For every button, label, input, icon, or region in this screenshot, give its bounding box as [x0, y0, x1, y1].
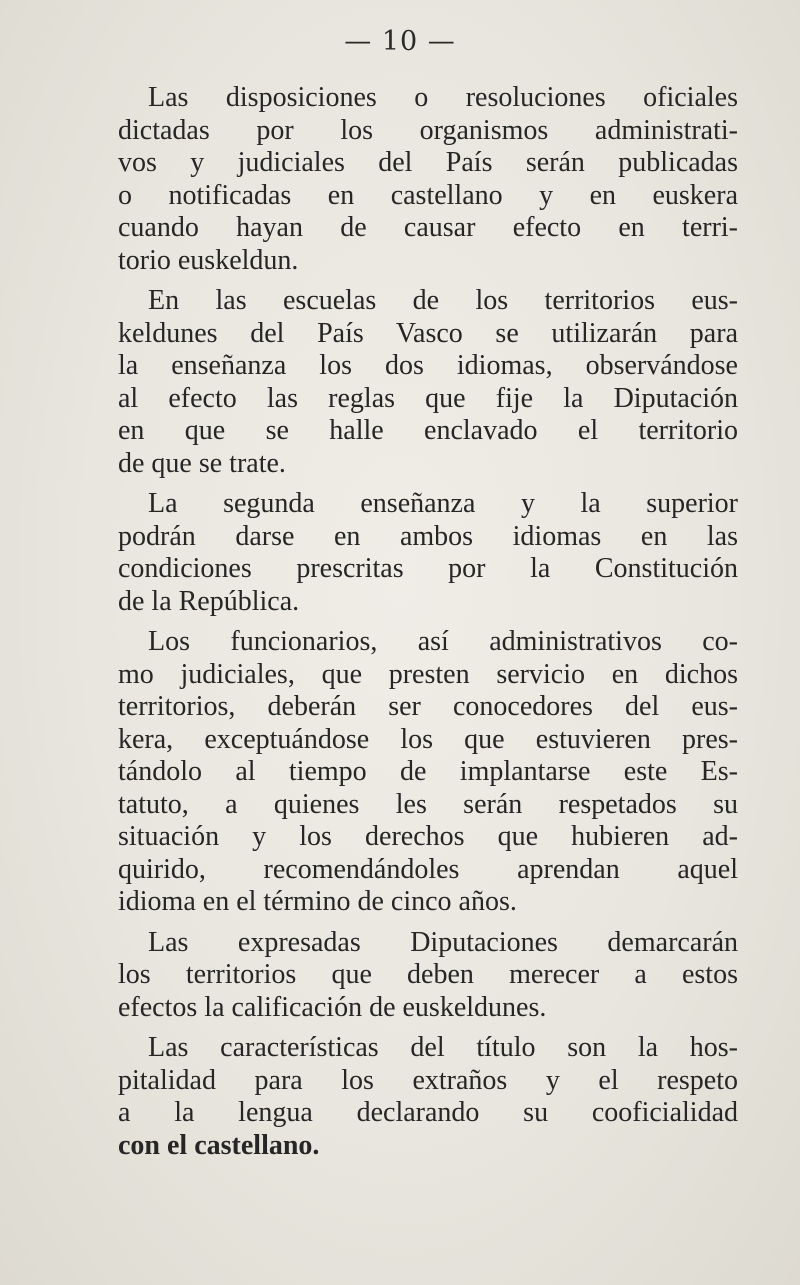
text-line: dictadas por los organismos administrati-	[118, 114, 738, 146]
text-line: En las escuelas de los territorios eus-	[148, 285, 738, 316]
text-line: mo judiciales, que presten servicio en dichos	[118, 658, 738, 690]
paragraph-2	[118, 285, 738, 480]
text-line: de que se trate.	[118, 447, 286, 479]
body-text	[118, 82, 738, 1170]
text-line: podrán darse en ambos idiomas en las	[118, 520, 738, 552]
text-line: los territorios que deben merecer a estos	[118, 959, 738, 990]
paragraph-6	[118, 1032, 738, 1162]
text-line: tándolo al tiempo de implantarse este Es-	[118, 756, 738, 787]
text-line: en que se halle enclavado el territorio	[118, 415, 738, 446]
text-line: torio euskeldun.	[118, 244, 299, 276]
text-line: la enseñanza los dos idiomas, observándose	[118, 350, 738, 381]
text-line: condiciones prescritas por la Constitución	[118, 553, 738, 584]
text-line: a la lengua declarando su cooficialidad	[118, 1097, 738, 1128]
text-line: o notificadas en castellano y en euskera	[118, 179, 738, 211]
paragraph-5	[118, 927, 738, 1025]
text-line: con el castellano.	[118, 1129, 320, 1161]
text-line: pitalidad para los extraños y el respeto	[118, 1064, 738, 1096]
text-line: Los funcionarios, así administrativos co-	[148, 626, 738, 657]
text-line: idioma en el término de cinco años.	[118, 886, 517, 917]
text-line: situación y los derechos que hubieren ad-	[118, 821, 738, 852]
page-number: — 10 —	[344, 26, 456, 57]
text-line: keldunes del País Vasco se utilizarán para	[118, 317, 738, 349]
text-line: Las expresadas Diputaciones demarcarán	[148, 926, 738, 958]
text-line: al efecto las reglas que fije la Diputación	[118, 382, 738, 414]
paragraph-3	[118, 488, 738, 618]
text-line: territorios, deberán ser conocedores del eus-	[118, 691, 738, 722]
text-line: La segunda enseñanza y la superior	[148, 488, 738, 519]
paragraph-4	[118, 626, 738, 919]
text-line: quirido, recomendándoles aprendan aquel	[118, 853, 738, 885]
text-line: cuando hayan de causar efecto en terri-	[118, 212, 738, 243]
text-line: efectos la calificación de euskeldunes.	[118, 991, 547, 1023]
paragraph-1	[118, 82, 738, 277]
text-line: Las características del título son la hos-	[148, 1032, 738, 1063]
text-line: de la República.	[118, 585, 300, 617]
text-line: tatuto, a quienes les serán respetados su	[118, 788, 738, 820]
text-line: Las disposiciones o resoluciones oficiales	[148, 82, 738, 113]
text-line: kera, exceptuándose los que estuvieren pres-	[118, 723, 738, 755]
text-line: vos y judiciales del País serán publicadas	[118, 147, 738, 178]
